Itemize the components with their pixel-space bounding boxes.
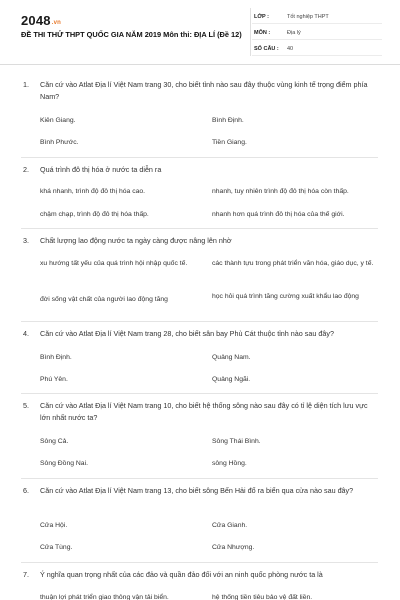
question-divider [21, 321, 378, 322]
question-text: Quá trình đô thị hóa ở nước ta diễn ra [40, 165, 162, 174]
answer-option[interactable]: khá nhanh, trình độ đô thị hóa cao. [40, 188, 146, 195]
answer-option[interactable]: Quảng Ngãi. [212, 376, 251, 383]
answer-option[interactable]: học hỏi quá trình tăng cường xuất khẩu lao động [212, 293, 359, 300]
answer-option[interactable]: các thành tựu trong phát triển văn hóa, giáo dục, y tế. [212, 260, 374, 267]
exam-meta [252, 10, 382, 58]
answer-option[interactable]: Quảng Nam. [212, 354, 251, 361]
answer-option[interactable]: Sông Đồng Nai. [40, 460, 88, 467]
question-number: 5. [23, 401, 29, 410]
question-text: Căn cứ vào Atlat Địa lí Việt Nam trang 10, cho biết hệ thống sông nào sau đây có tỉ lệ diện tích lưu vực lớn nhất nước ta? [40, 401, 368, 422]
answer-option[interactable]: xu hướng tất yếu của quá trình hội nhập quốc tế. [40, 260, 188, 267]
meta-row-subject [252, 26, 382, 40]
answer-option[interactable]: hệ thống tiền tiêu bảo vệ đất liền. [212, 594, 313, 600]
meta-value: 40 [287, 45, 294, 52]
meta-value: Địa lý [287, 29, 301, 36]
question-divider [21, 478, 378, 479]
answer-option[interactable]: nhanh, tuy nhiên trình độ đô thị hóa còn thấp. [212, 188, 349, 195]
answer-option[interactable]: sông Hồng. [212, 460, 247, 467]
question-divider [21, 393, 378, 394]
exam-header [0, 0, 400, 65]
meta-value: Tốt nghiệp THPT [287, 13, 329, 20]
answer-option[interactable]: đời sống vật chất của người lao động tăng [40, 296, 168, 303]
answer-option[interactable]: Sông Cả. [40, 438, 69, 445]
answer-option[interactable]: Sông Thái Bình. [212, 438, 261, 445]
question-number: 1. [23, 80, 29, 89]
answer-option[interactable]: Cửa Tùng. [40, 544, 73, 551]
meta-row-count [252, 42, 382, 56]
site-logo[interactable] [21, 13, 61, 28]
answer-option[interactable]: Tiền Giang. [212, 139, 247, 146]
answer-option[interactable]: nhanh hơn quá trình đô thị hóa của thế giới. [212, 211, 345, 218]
question-text: Chất lượng lao động nước ta ngày càng được nâng lên nhờ [40, 236, 232, 245]
meta-key: MÔN : [254, 29, 271, 36]
question-text: Căn cứ vào Atlat Địa lí Việt Nam trang 13, cho biết sông Bến Hải đổ ra biển qua cửa nào sau đây? [40, 486, 354, 495]
logo-suffix: .vn [51, 20, 62, 26]
question-divider [21, 562, 378, 563]
question-divider [21, 228, 378, 229]
question-number: 4. [23, 329, 29, 338]
answer-option[interactable]: chậm chạp, trình độ đô thị hóa thấp. [40, 211, 149, 218]
meta-key: SỐ CÂU : [254, 45, 279, 52]
meta-row-class [252, 10, 382, 24]
question-number: 7. [23, 570, 29, 579]
meta-key: LỚP : [254, 13, 269, 20]
answer-option[interactable]: Cửa Hội. [40, 522, 68, 529]
answer-option[interactable]: thuận lợi phát triển giao thông vận tải biển. [40, 594, 169, 600]
answer-option[interactable]: Bình Định. [40, 354, 72, 361]
question-number: 6. [23, 486, 29, 495]
answer-option[interactable]: Phú Yên. [40, 376, 68, 383]
answer-option[interactable]: Kiên Giang. [40, 117, 76, 124]
header-divider [250, 8, 251, 56]
question-number: 2. [23, 165, 29, 174]
answer-option[interactable]: Bình Phước. [40, 139, 79, 146]
answer-option[interactable]: Bình Định. [212, 117, 244, 124]
answer-option[interactable]: Cửa Nhượng. [212, 544, 255, 551]
answer-option[interactable]: Cửa Gianh. [212, 522, 248, 529]
exam-title: ĐỀ THI THỬ THPT QUỐC GIA NĂM 2019 Môn thi: ĐỊA LÍ (Đề 12) [21, 30, 242, 39]
question-text: Căn cứ vào Atlat Địa lí Việt Nam trang 28, cho biết sân bay Phù Cát thuộc tỉnh nào sau đây? [40, 329, 334, 338]
logo-text: 2048 [21, 13, 51, 28]
question-number: 3. [23, 236, 29, 245]
question-text: Căn cứ vào Atlat Địa lí Việt Nam trang 30, cho biết tỉnh nào sau đây thuộc vùng kinh tế trọng điểm phía Nam? [40, 80, 368, 101]
question-text: Ý nghĩa quan trọng nhất của các đảo và quần đảo đối với an ninh quốc phòng nước ta là [40, 570, 323, 579]
question-divider [21, 157, 378, 158]
